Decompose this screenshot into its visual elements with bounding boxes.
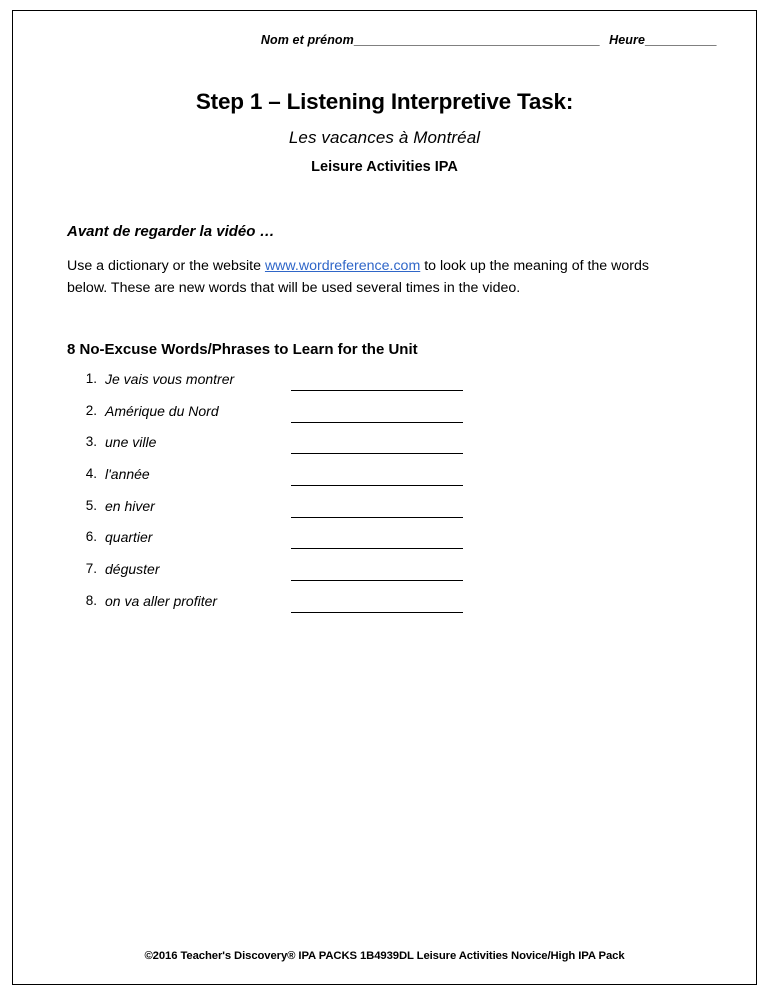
- time-label: Heure: [609, 33, 646, 47]
- answer-blank[interactable]: [291, 517, 463, 518]
- answer-blank[interactable]: [291, 390, 463, 391]
- list-item-term: en hiver: [105, 497, 155, 514]
- list-item-term: on va aller profiter: [105, 592, 218, 609]
- page-subtitle-secondary: Leisure Activities IPA: [311, 159, 458, 175]
- list-item: [83, 561, 583, 593]
- name-label: Nom et prénom: [260, 33, 354, 47]
- list-item-number: 8.: [85, 592, 97, 608]
- list-item-term: Amérique du Nord: [105, 402, 219, 419]
- page-title: Step 1 – Listening Interpretive Task:: [195, 89, 574, 114]
- list-item: [83, 466, 583, 498]
- list-item: [83, 498, 583, 530]
- wordreference-link[interactable]: www.wordreference.com: [264, 258, 421, 274]
- worksheet-page: [12, 10, 757, 985]
- instructions-paragraph: [67, 255, 667, 299]
- list-item-term: l'année: [105, 466, 150, 483]
- answer-blank[interactable]: [291, 612, 463, 613]
- list-item-number: 4.: [85, 466, 97, 482]
- name-blank[interactable]: ______________________________________: [353, 33, 600, 47]
- worksheet-content: [13, 11, 756, 984]
- page-footer: ©2016 Teacher's Discovery® IPA PACKS 1B4939DL Leisure Activities Novice/High IPA Pack: [144, 950, 625, 962]
- list-item-number: 2.: [85, 402, 97, 418]
- list-item-term: déguster: [105, 561, 160, 578]
- list-item-term: une ville: [105, 434, 157, 451]
- list-item: [83, 529, 583, 561]
- answer-blank[interactable]: [291, 453, 463, 454]
- instructions-text-before-link: Use a dictionary or the website: [67, 258, 265, 274]
- list-item-number: 5.: [85, 497, 97, 513]
- instructions-heading: Avant de regarder la vidéo …: [67, 223, 275, 240]
- answer-blank[interactable]: [291, 485, 463, 486]
- list-item-number: 6.: [85, 529, 97, 545]
- list-item-term: Je vais vous montrer: [105, 371, 235, 387]
- word-list: [83, 371, 583, 625]
- list-item-term: quartier: [105, 529, 153, 546]
- word-list-heading: 8 No-Excuse Words/Phrases to Learn for the Unit: [67, 341, 418, 358]
- list-item: [83, 371, 583, 403]
- answer-blank[interactable]: [291, 580, 463, 581]
- list-item-number: 7.: [85, 561, 97, 577]
- page-subtitle: Les vacances à Montréal: [288, 128, 481, 147]
- answer-blank[interactable]: [291, 548, 463, 549]
- student-name-line: [261, 33, 716, 47]
- instructions-text-after-link: to look up the meaning of the words below. These are new words that will be used several times in the video.: [67, 258, 649, 296]
- list-item-number: 1.: [85, 371, 97, 386]
- list-item: [83, 593, 583, 625]
- time-blank[interactable]: ___________: [645, 33, 716, 47]
- list-item: [83, 403, 583, 435]
- answer-blank[interactable]: [291, 422, 463, 423]
- list-item: [83, 434, 583, 466]
- list-item-number: 3.: [85, 434, 97, 450]
